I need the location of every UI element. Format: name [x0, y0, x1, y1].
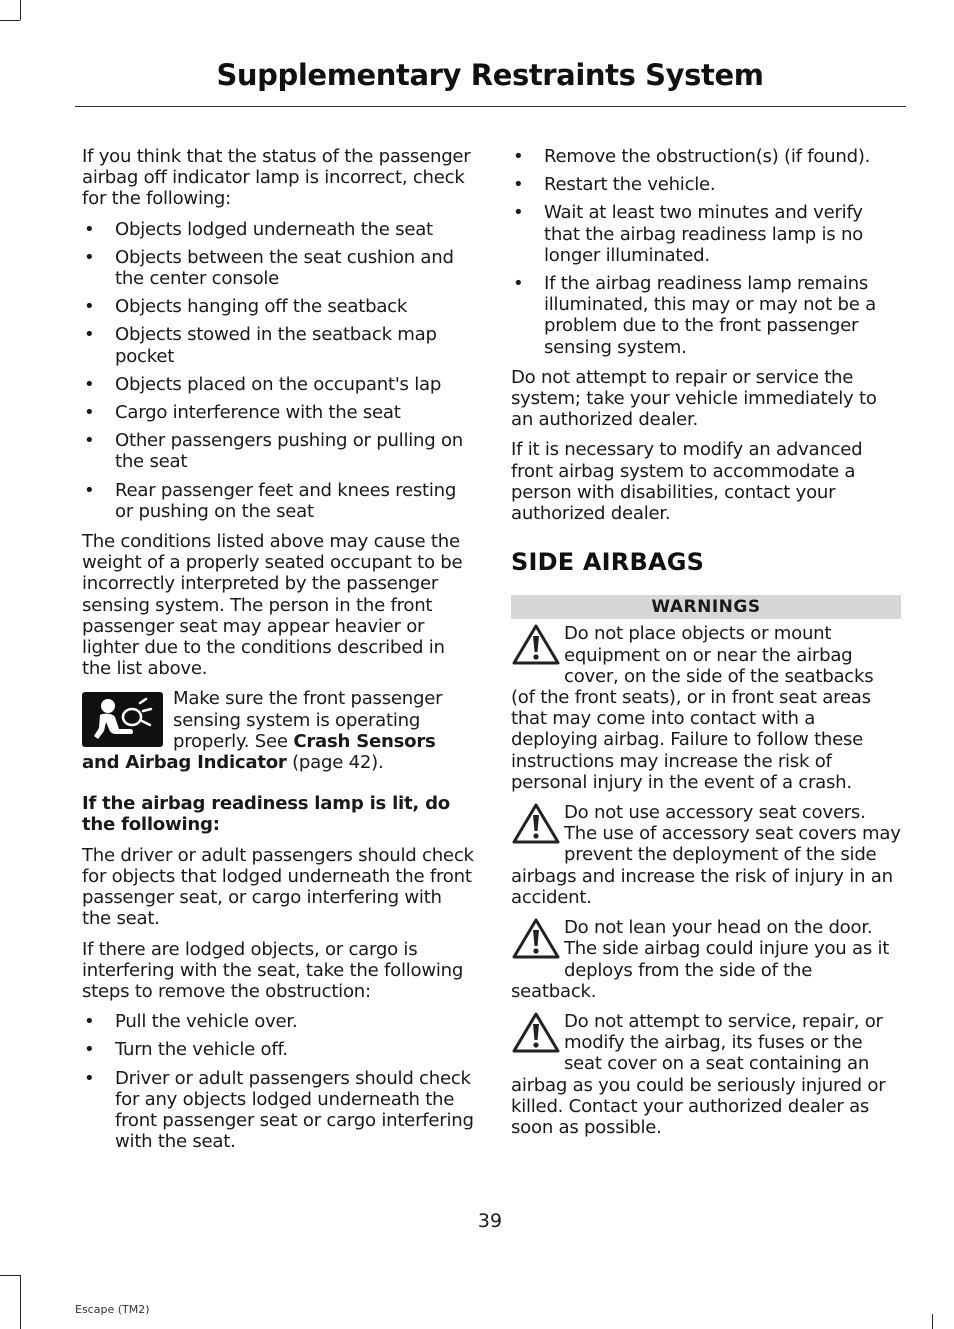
warning-triangle-icon	[511, 917, 561, 961]
crash-sensors-link[interactable]: Crash Sensors and Airbag Indicator	[82, 730, 436, 774]
list-item: • If the airbag readiness lamp remains illuminated, this may or may not be a problem due to the front passenger sensing system.	[513, 273, 876, 358]
page-number: 39	[477, 1210, 503, 1232]
page-title: Supplementary Restraints System	[216, 58, 764, 92]
warning-item	[511, 623, 901, 793]
list-item: • Restart the vehicle.	[513, 174, 716, 196]
bullet: •	[84, 1067, 95, 1089]
list-item: • Driver or adult passengers should check for any objects lodged underneath the front passenger seat or cargo interfering with the seat.	[84, 1067, 474, 1153]
crop-mark	[20, 1275, 21, 1329]
title-rule	[75, 106, 906, 107]
list-item: • Other passengers pushing or pulling on the seat	[84, 430, 464, 473]
warning-text: Do not lean your head on the door. The side airbag could injure you as it deploys from the side of the seatback.	[511, 917, 890, 1002]
page-reference[interactable]: (page 42)	[292, 752, 378, 774]
bullet: •	[84, 246, 95, 268]
crop-mark	[0, 1275, 20, 1276]
subheading: If the airbag readiness lamp is lit, do the following:	[82, 793, 450, 836]
list-item: • Wait at least two minutes and verify that the airbag readiness lamp is no longer illuminated.	[513, 202, 864, 266]
crop-mark	[932, 1314, 933, 1329]
warning-triangle-icon	[511, 623, 561, 667]
bullet: •	[84, 218, 95, 240]
checklist	[82, 219, 474, 522]
note-text: Make sure the front passenger sensing system is operating properly. See	[173, 688, 443, 752]
list-item: • Cargo interference with the seat	[84, 402, 401, 424]
crop-mark	[20, 0, 21, 20]
steps-list-continued	[511, 146, 901, 358]
bullet: •	[84, 1039, 95, 1061]
warning-text: Do not attempt to service, repair, or modify the airbag, its fuses or the seat cover on a seat containing an airbag as you could be seriously injured or killed. Contact your authorized dealer as soon as possible.	[511, 1010, 886, 1138]
repair-paragraph: Do not attempt to repair or service the system; take your vehicle immediately to an authorized dealer.	[511, 366, 877, 431]
left-column	[82, 146, 474, 1161]
bullet: •	[513, 146, 524, 167]
warning-triangle-icon	[511, 1011, 561, 1055]
list-item: • Objects lodged underneath the seat	[84, 218, 433, 240]
list-item: • Objects stowed in the seatback map pocket	[84, 324, 437, 367]
bullet: •	[84, 479, 95, 501]
warning-item	[511, 1011, 901, 1138]
driver-paragraph: The driver or adult passengers should check for objects that lodged underneath the front passenger seat, or cargo interfering with the seat.	[82, 844, 474, 930]
crop-mark	[0, 20, 20, 21]
steps-list	[82, 1011, 474, 1152]
bullet: •	[84, 430, 95, 452]
warning-item	[511, 917, 901, 1002]
list-item: • Objects between the seat cushion and the center console	[84, 246, 454, 290]
warning-text: Do not place objects or mount equipment on or near the airbag cover, on the side of the seatbacks (of the front seats), or in front seat areas that may come into contact with a deploying airbag. Failure to follow these instructions may increase the risk of personal injury in the event of a crash.	[511, 623, 874, 793]
list-item: • Pull the vehicle over.	[84, 1011, 298, 1033]
conditions-paragraph: The conditions listed above may cause the weight of a properly seated occupant to be incorrectly interpreted by the passenger sensing system. The person in the front passenger seat may appear heavier or lighter due to the conditions described in the list above.	[82, 531, 463, 680]
footer-model: Escape (TM2)	[75, 1303, 150, 1316]
list-item: • Rear passenger feet and knees resting or pushing on the seat	[84, 479, 457, 522]
list-item: • Objects placed on the occupant's lap	[84, 373, 442, 395]
right-column	[511, 146, 901, 1147]
bullet: •	[84, 296, 95, 318]
list-item: • Objects hanging off the seatback	[84, 296, 408, 318]
bullet: •	[84, 373, 95, 395]
list-item: • Turn the vehicle off.	[84, 1039, 288, 1061]
bullet: •	[513, 202, 524, 224]
disabilities-paragraph: If it is necessary to modify an advanced front airbag system to accommodate a person with disabilities, contact your authorized dealer.	[511, 439, 863, 525]
bullet: •	[513, 174, 524, 196]
bullet: •	[84, 1011, 95, 1033]
bullet: •	[84, 402, 95, 424]
bullet: •	[84, 324, 95, 346]
airbag-note: Make sure the front passenger sensing system is operating properly. See Crash Sensors and Airbag Indicator (page 42).	[82, 688, 443, 774]
bullet: •	[513, 273, 524, 295]
intro-paragraph: If you think that the status of the passenger airbag off indicator lamp is incorrect, check for the following:	[82, 146, 471, 210]
warning-triangle-icon	[511, 802, 561, 846]
warning-text: Do not use accessory seat covers. The use of accessory seat covers may prevent the deployment of the side airbags and increase the risk of injury in an accident.	[511, 802, 901, 908]
list-item: • Remove the obstruction(s) (if found).	[513, 146, 871, 167]
warning-item	[511, 802, 901, 908]
section-heading: SIDE AIRBAGS	[511, 548, 705, 577]
obstruction-paragraph: If there are lodged objects, or cargo is interfering with the seat, take the following steps to remove the obstruction:	[82, 938, 464, 1002]
airbag-icon	[82, 692, 163, 747]
warnings-bar: WARNINGS	[511, 595, 901, 619]
